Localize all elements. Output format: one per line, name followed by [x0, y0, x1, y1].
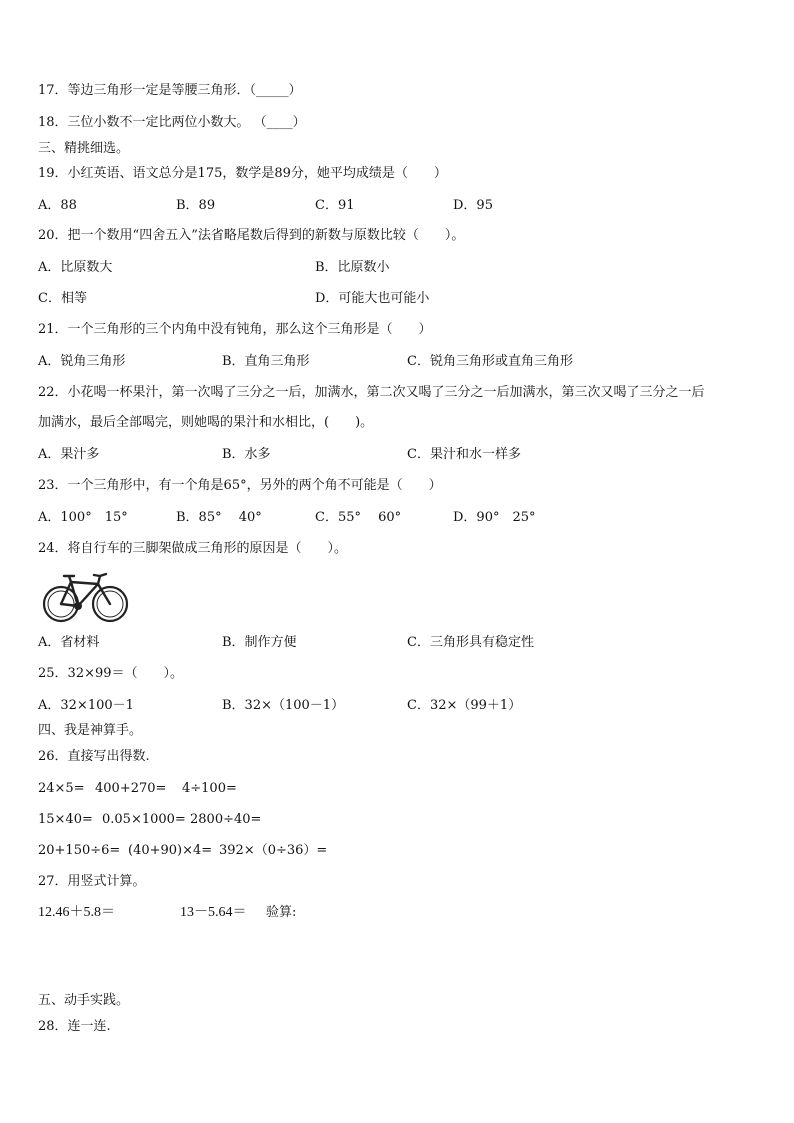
q23-option-c: C．55° 60° [315, 510, 402, 525]
q24-option-c: C．三角形具有稳定性 [407, 635, 534, 650]
question-21-stem: 21．一个三角形的三个内角中没有钝角，那么这个三角形是（ ） [38, 322, 432, 337]
q19-option-c: C．91 [315, 198, 355, 213]
q26-expr-9: 392×（0÷36）= [219, 843, 328, 858]
q22-option-c: C．果汁和水一样多 [407, 447, 521, 462]
q22-option-a: A．果汁多 [38, 447, 100, 462]
q26-expr-7: 20+150÷6= [38, 843, 121, 858]
q25-option-a: A．32×100－1 [38, 698, 134, 713]
q24-option-a: A．省材料 [38, 635, 100, 650]
q23-option-b: B．85° 40° [176, 510, 262, 525]
q23-option-d: D．90° 25° [453, 510, 536, 525]
q27-check-label: 验算: [266, 905, 297, 920]
q21-option-c: C．锐角三角形或直角三角形 [407, 354, 573, 369]
q19-option-a: A．88 [38, 198, 77, 213]
question-23-stem: 23．一个三角形中，有一个角是65°，另外的两个角不可能是（ ） [38, 478, 442, 493]
q26-expr-4: 15×40= [38, 812, 93, 827]
q19-option-d: D．95 [453, 198, 493, 213]
question-27-stem: 27．用竖式计算。 [38, 874, 146, 889]
question-22-stem-line1: 22．小花喝一杯果汁，第一次喝了三分之一后，加满水，第二次又喝了三分之一后加满水，第三次又喝了三分之一后 [38, 385, 705, 400]
question-20-stem: 20．把一个数用“四舍五入”法省略尾数后得到的新数与原数比较（ ）。 [38, 228, 465, 243]
q26-expr-3: 4÷100= [182, 781, 237, 796]
question-25-stem: 25．32×99＝（ ）。 [38, 666, 184, 681]
section-5-heading: 五、动手实践。 [38, 993, 130, 1008]
question-22-stem-line2: 加满水，最后全部喝完，则她喝的果汁和水相比，( )。 [38, 415, 374, 430]
question-24-stem: 24．将自行车的三脚架做成三角形的原因是（ ）。 [38, 541, 348, 556]
q25-option-b: B．32×（100－1） [222, 698, 345, 713]
q21-option-b: B．直角三角形 [222, 354, 310, 369]
question-19-stem: 19．小红英语、语文总分是175，数学是89分，她平均成绩是（ ） [38, 166, 447, 181]
bicycle-icon [40, 568, 130, 624]
q24-option-b: B．制作方便 [222, 635, 297, 650]
q27-expr-1: 12.46＋5.8＝ [38, 905, 115, 920]
q26-expr-1: 24×5= [38, 781, 85, 796]
q20-option-c: C．相等 [38, 291, 87, 306]
q20-option-b: B．比原数小 [315, 260, 390, 275]
q20-option-a: A．比原数大 [38, 260, 113, 275]
q23-option-a: A．100° 15° [38, 510, 128, 525]
section-3-heading: 三、精挑细选。 [38, 141, 130, 156]
q26-expr-2: 400+270= [95, 781, 167, 796]
q26-expr-8: (40+90)×4= [128, 843, 213, 858]
question-26-stem: 26．直接写出得数. [38, 749, 150, 764]
q26-expr-5: 0.05×1000= [102, 812, 186, 827]
q21-option-a: A．锐角三角形 [38, 354, 126, 369]
q25-option-c: C．32×（99＋1） [407, 698, 522, 713]
q20-option-d: D．可能大也可能小 [315, 291, 430, 306]
question-28: 28．连一连. [38, 1019, 111, 1034]
section-4-heading: 四、我是神算手。 [38, 723, 143, 738]
q19-option-b: B．89 [176, 198, 216, 213]
q26-expr-6: 2800÷40= [190, 812, 262, 827]
question-17: 17．等边三角形一定是等腰三角形．（_____） [38, 83, 302, 98]
question-18: 18．三位小数不一定比两位小数大。 （____） [38, 115, 306, 130]
q22-option-b: B．水多 [222, 447, 271, 462]
q27-expr-2: 13－5.64＝ [180, 905, 247, 920]
